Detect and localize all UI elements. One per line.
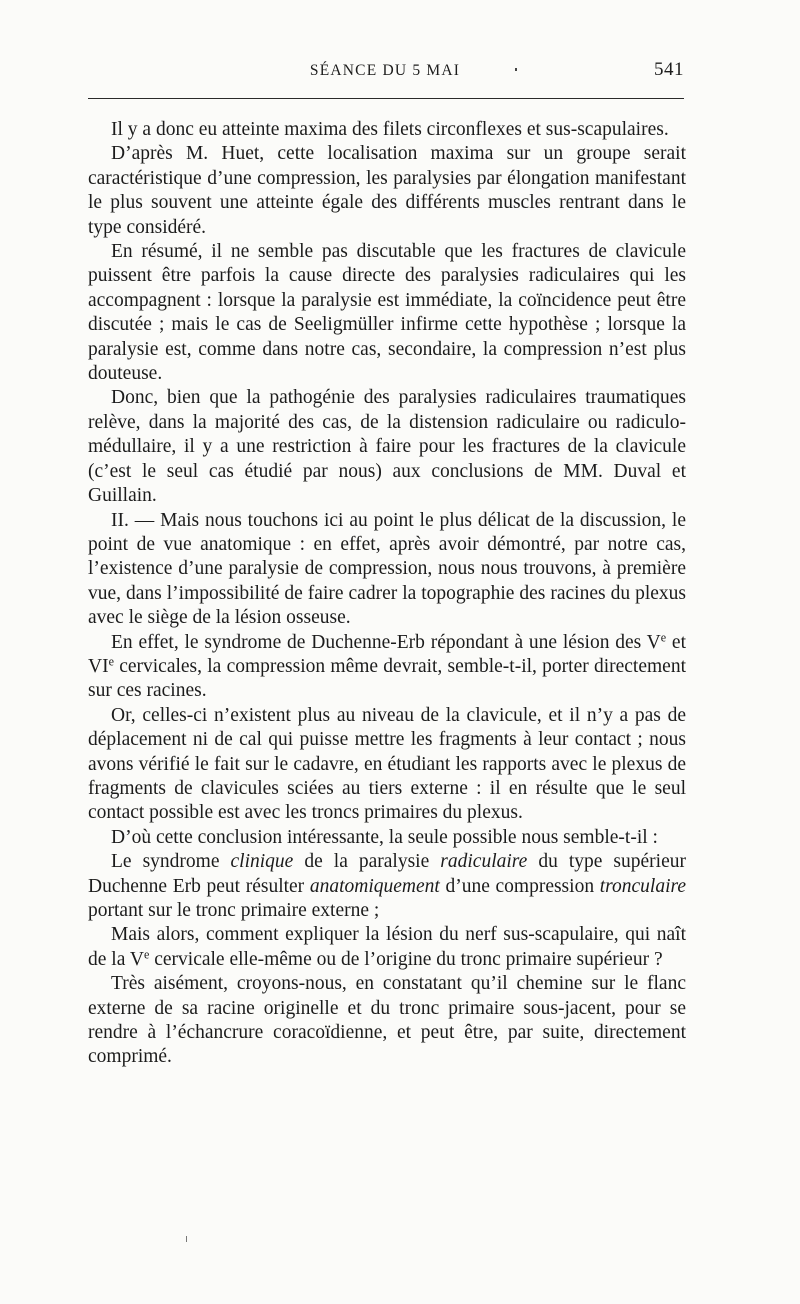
superscript: e — [108, 654, 114, 669]
paragraph-text: II. — Mais nous touchons ici au point le plus délicat de la discussion, le point de vue anatomique : en effet, après avoir démontré, par notre cas, l’existence d’une paralysie de compression, nous nous trouvons, à première vue, dans l’impossibilité de faire cadrer la topographie des racines du plexus avec le siège de la lésion osseuse. — [88, 509, 686, 629]
header-rule — [88, 98, 684, 99]
page-number: 541 — [654, 59, 684, 80]
paragraph-text: d’une compression — [439, 875, 600, 897]
running-head — [86, 59, 684, 84]
paragraph-text: D’après M. Huet, cette localisation maxima sur un groupe serait caractéristique d’une compression, les paralysies par élongation manifestant le plus souvent une atteinte égale des différents muscles rentrant dans le type considéré. — [88, 143, 686, 238]
body-text — [88, 118, 686, 1070]
paragraph — [88, 142, 686, 240]
paragraph-text: cervicales, la compression même devrait, semble-t-il, porter directement sur ces racines. — [88, 655, 686, 702]
paragraph — [88, 704, 686, 826]
italic-term: tronculaire — [599, 875, 687, 897]
paragraph-text: Or, celles-ci n’existent plus au niveau de la clavicule, et il n’y a pas de déplacement ni de cal qui puisse mettre les fragments à leur contact ; nous avons vérifié le fait sur le cadavre, en étudiant les rapports avec le plexus de fragments de clavicules sciées au tiers externe : il en résulte que le seul contact possible est avec les troncs primaires du plexus. — [88, 704, 686, 824]
paragraph-text: En résumé, il ne semble pas discutable que les fractures de clavicule puissent être parfois la cause directe des paralysies radiculaires qui les accompagnent : lorsque la paralysie est immédiate, la coïncidence peut être discutée ; mais le cas de Seeligmüller infirme cette hypothèse ; lorsque la paralysie est, comme dans notre cas, secondaire, la compression n’est plus douteuse. — [88, 241, 686, 385]
paragraph — [88, 240, 686, 386]
paragraph — [88, 509, 686, 631]
paragraph — [88, 631, 686, 704]
paragraph-text: et VI — [88, 631, 687, 677]
paragraph-text: Donc, bien que la pathogénie des paralysies radiculaires traumatiques relève, dans la majorité des cas, de la distension radiculaire ou radiculo-médullaire, il y a une restriction à faire pour les fractures de la clavicule (c’est le seul cas étudié par nous) aux conclusions de MM. Duval et Guillain. — [88, 387, 686, 507]
paragraph-text: Très aisément, croyons-nous, en constatant qu’il chemine sur le flanc externe de sa racine originelle et du tronc primaire sous-jacent, pour se rendre à l’échancrure coracoïdienne, et peut être, par suite, directement comprimé. — [88, 973, 686, 1068]
superscript: e — [660, 629, 667, 644]
paragraph-text: D’où cette conclusion intéressante, la seule possible nous semble-t-il : — [111, 826, 658, 848]
paragraph — [88, 923, 686, 972]
paragraph-text: Il y a donc eu atteinte maxima des filets circonflexes et sus-scapulaires. — [111, 119, 669, 140]
paragraph-text: Mais alors, comment expliquer la lésion du nerf sus-scapulaire, qui naît de la V — [88, 924, 686, 970]
paragraph-text: portant sur le tronc primaire externe ; — [88, 900, 380, 921]
paragraph — [88, 386, 686, 508]
paragraph-text: Le syndrome — [111, 851, 231, 873]
italic-term: radiculaire — [440, 851, 528, 873]
paragraph — [88, 972, 686, 1070]
paragraph — [88, 118, 686, 142]
paragraph-text: du type supérieur Duchenne Erb peut résulter — [88, 851, 686, 897]
paragraph — [88, 826, 686, 850]
italic-term: clinique — [230, 851, 294, 873]
print-speck — [186, 1236, 187, 1242]
paragraph-text: En effet, le syndrome de Duchenne-Erb répondant à une lésion des V — [111, 631, 661, 653]
superscript: e — [143, 947, 150, 962]
paragraph-text: de la paralysie — [293, 851, 441, 873]
running-head-title: SÉANCE DU 5 MAI — [309, 62, 461, 79]
italic-term: anatomiquement — [309, 875, 440, 897]
print-speck — [515, 68, 517, 71]
paragraph — [88, 850, 686, 923]
paragraph-text: cervicale elle-même ou de l’origine du tronc primaire supérieur ? — [149, 948, 663, 970]
